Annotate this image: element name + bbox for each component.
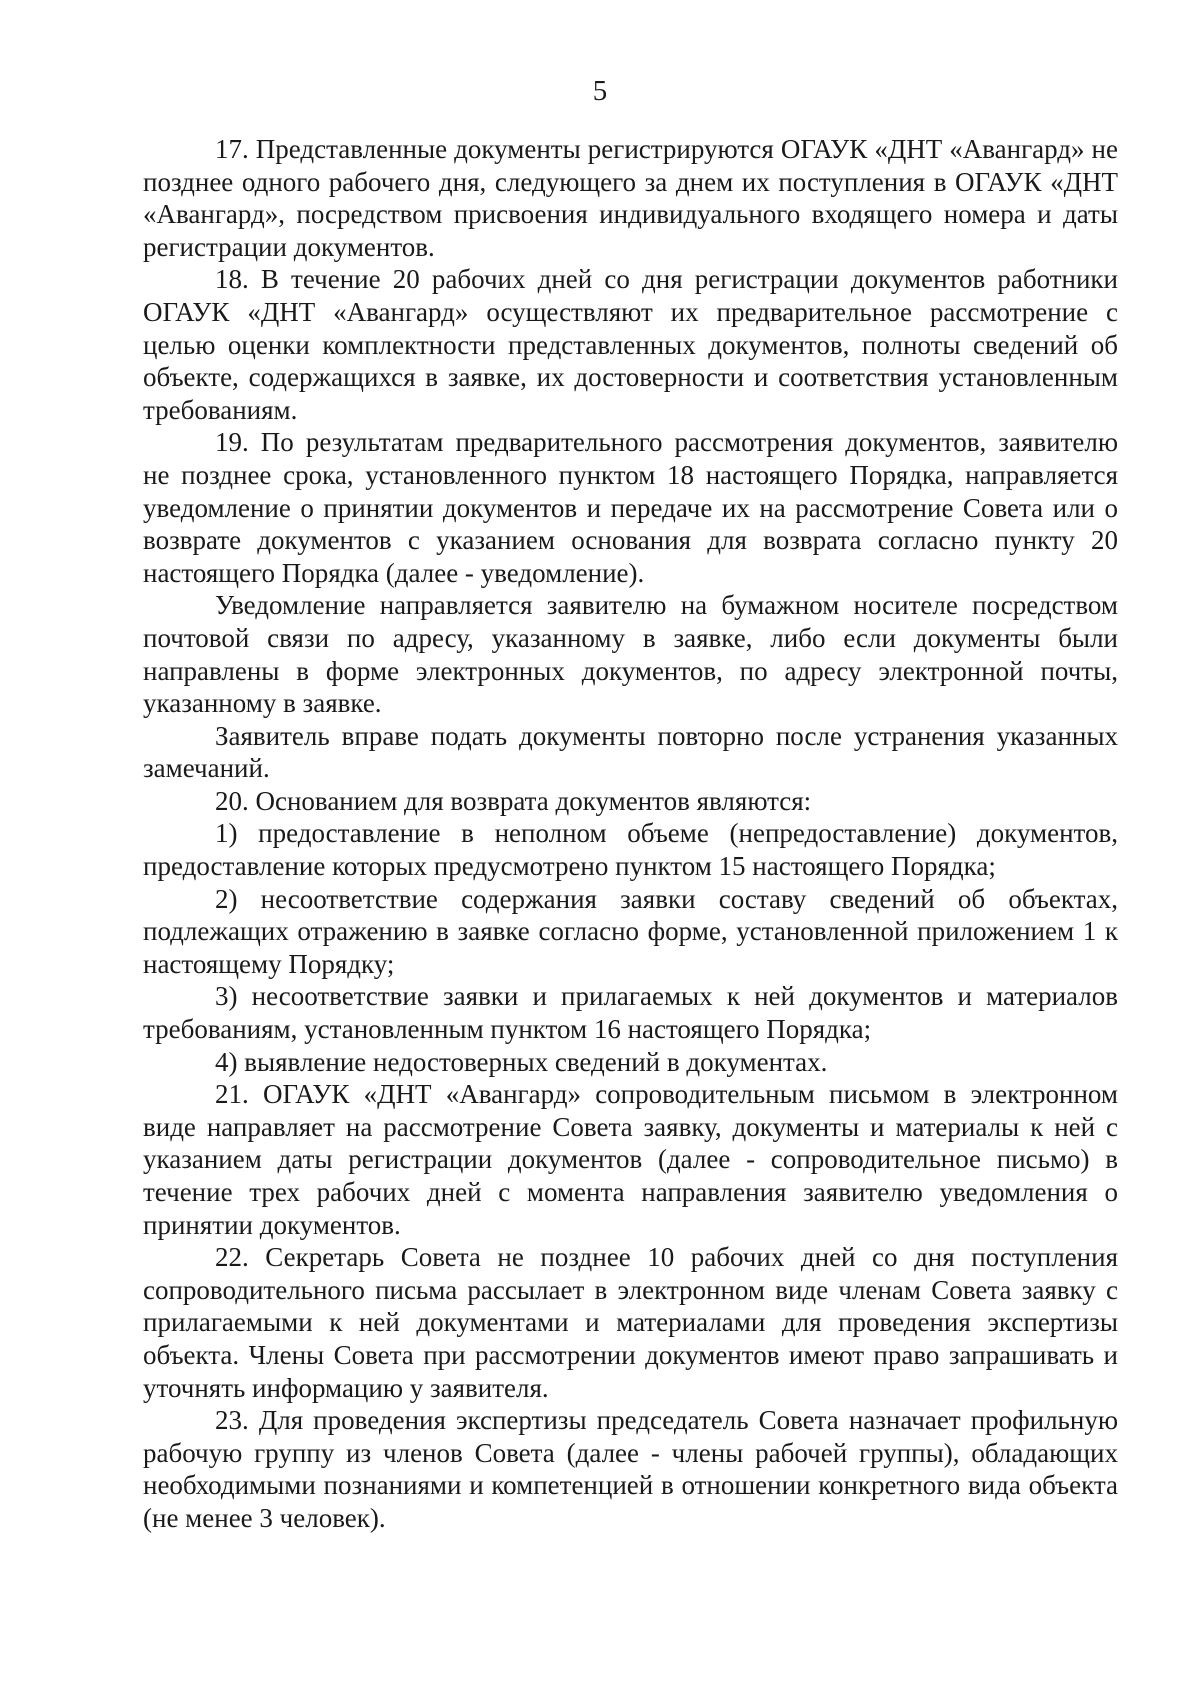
page-number: 5 [592,75,608,107]
paragraph-20: 20. Основанием для возврата документов являются: [215,785,812,816]
paragraph-18: 18. В течение 20 рабочих дней со дня регистрации документов работники ОГАУК «ДНТ «Авангард» осуществляют их предварительное рассмотрение с целью оценки комплектности представленных документов, полноты сведений об объекте, содержащихся в заявке, их достоверности и соответствия установленным требованиям. [143,264,1118,425]
paragraph-20-item-2: 2) несоответствие содержания заявки составу сведений об объектах, подлежащих отражению в заявке согласно форме, установленной приложением 1 к настоящему Порядку; [143,883,1118,979]
paragraph-21: 21. ОГАУК «ДНТ «Авангард» сопроводительным письмом в электронном виде направляет на рассмотрение Совета заявку, документы и материалы к ней с указанием даты регистрации документов (далее - сопроводительное письмо) в течение трех рабочих дней с момента направления заявителю уведомления о принятии документов. [143,1079,1118,1240]
paragraph-20-item-3: 3) несоответствие заявки и прилагаемых к ней документов и материалов требованиям, установленным пунктом 16 настоящего Порядка; [143,981,1118,1045]
paragraph-23: 23. Для проведения экспертизы председатель Совета назначает профильную рабочую группу из членов Совета (далее - члены рабочей группы), обладающих необходимыми познаниями и компетенцией в отношении конкретного вида объекта (не менее 3 человек). [143,1405,1118,1533]
paragraph-19: 19. По результатам предварительного рассмотрения документов, заявителю не позднее срока, установленного пунктом 18 настоящего Порядка, направляется уведомление о принятии документов и передаче их на рассмотрение Совета или о возврате документов с указанием основания для возврата согласно пункту 20 настоящего Порядка (далее - уведомление). [143,427,1118,588]
paragraph-19-resubmission: Заявитель вправе подать документы повторно после устранения указанных замечаний. [143,720,1118,784]
paragraph-20-item-4: 4) выявление недостоверных сведений в документах. [215,1046,828,1077]
paragraph-19-notification: Уведомление направляется заявителю на бумажном носителе посредством почтовой связи по адресу, указанному в заявке, либо если документы были направлены в форме электронных документов, по адресу электронной почты, указанному в заявке. [143,590,1118,719]
paragraph-17: 17. Представленные документы регистрируются ОГАУК «ДНТ «Авангард» не позднее одного рабочего дня, следующего за днем их поступления в ОГАУК «ДНТ «Авангард», посредством присвоения индивидуального входящего номера и даты регистрации документов. [143,134,1118,262]
document-body [143,133,1118,1535]
paragraph-20-item-1: 1) предоставление в неполном объеме (непредоставление) документов, предоставление которых предусмотрено пунктом 15 настоящего Порядка; [143,818,1118,882]
paragraph-22: 22. Секретарь Совета не позднее 10 рабочих дней со дня поступления сопроводительного письма рассылает в электронном виде членам Совета заявку с прилагаемыми к ней документами и материалами для проведения экспертизы объекта. Члены Совета при рассмотрении документов имеют право запрашивать и уточнять информацию у заявителя. [143,1242,1118,1403]
